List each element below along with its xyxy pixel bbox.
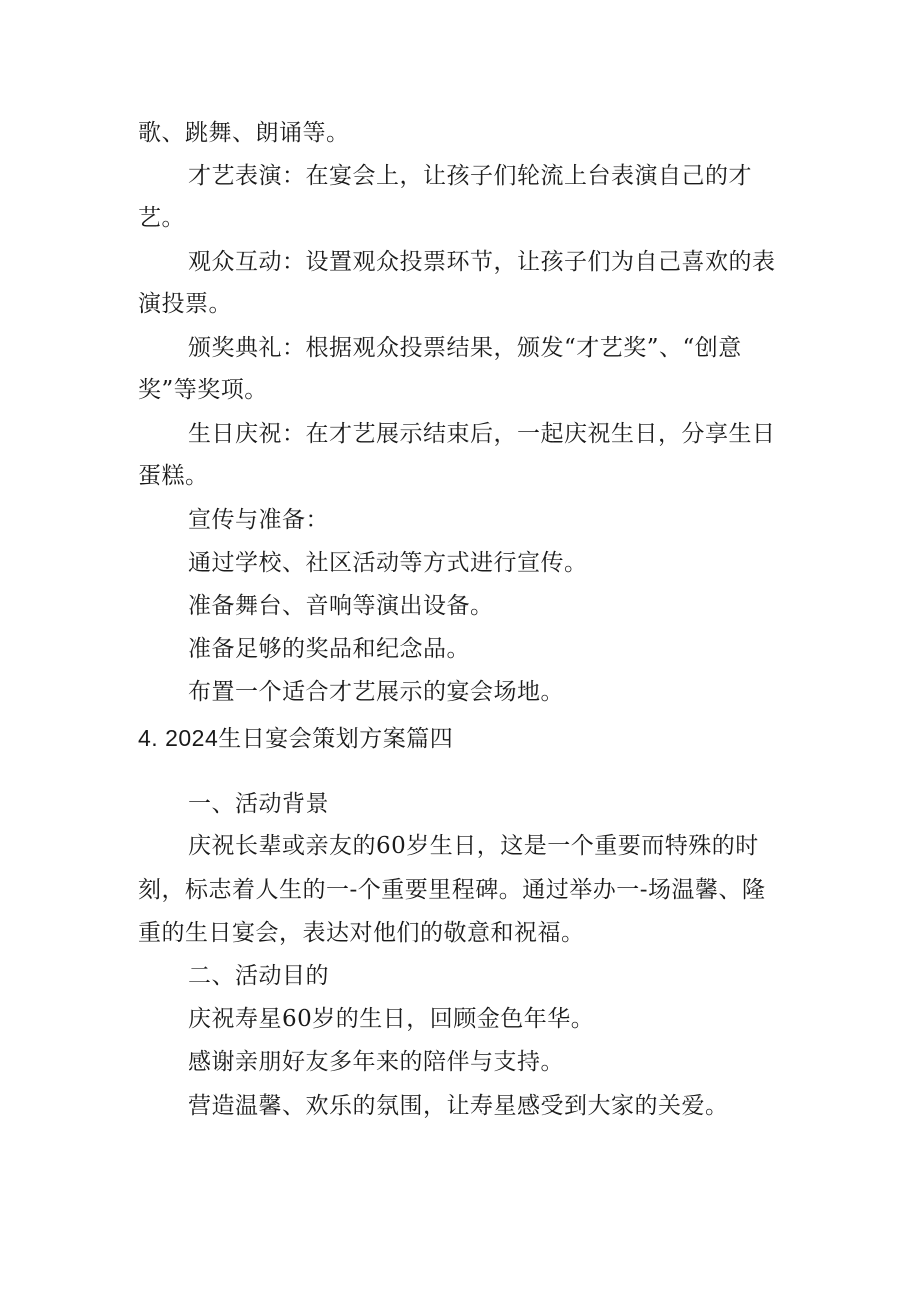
text-line: 观众互动：设置观众投票环节，让孩子们为自己喜欢的表 — [188, 249, 776, 275]
text-line: 刻，标志着人生的一-个重要里程碑。通过举办一-场温馨、隆 — [138, 877, 766, 903]
text-line: 准备舞台、音响等演出设备。 — [188, 593, 494, 619]
subsection-heading: 二、活动目的 — [188, 963, 329, 989]
text-line: 通过学校、社区活动等方式进行宣传。 — [188, 550, 588, 576]
text-line: 宣传与准备： — [188, 507, 329, 533]
text-line: 生日庆祝：在才艺展示结束后，一起庆祝生日，分享生日 — [188, 421, 776, 447]
text-line: 准备足够的奖品和纪念品。 — [188, 636, 470, 662]
section-heading: 4. 2024生日宴会策划方案篇四 — [138, 725, 454, 751]
text-line: 艺。 — [138, 205, 185, 231]
text-line: 庆祝寿星60岁的生日，回顾金色年华。 — [188, 1006, 595, 1032]
text-line: 感谢亲朋好友多年来的陪伴与支持。 — [188, 1049, 564, 1075]
text-line: 布置一个适合才艺展示的宴会场地。 — [188, 679, 564, 705]
text-line: 才艺表演：在宴会上，让孩子们轮流上台表演自己的才 — [188, 163, 752, 189]
text-line: 颁奖典礼：根据观众投票结果，颁发“才艺奖”、“创意 — [188, 335, 742, 361]
text-line: 歌、跳舞、朗诵等。 — [138, 120, 350, 146]
text-line: 庆祝长辈或亲友的60岁生日，这是一个重要而特殊的时 — [188, 833, 759, 859]
text-line: 重的生日宴会，表达对他们的敬意和祝福。 — [138, 920, 585, 946]
subsection-heading: 一、活动背景 — [188, 791, 329, 817]
text-line: 蛋糕。 — [138, 463, 209, 489]
text-line: 演投票。 — [138, 291, 232, 317]
text-line: 奖”等奖项。 — [138, 377, 268, 403]
text-line: 营造温馨、欢乐的氛围，让寿星感受到大家的关爱。 — [188, 1093, 729, 1119]
